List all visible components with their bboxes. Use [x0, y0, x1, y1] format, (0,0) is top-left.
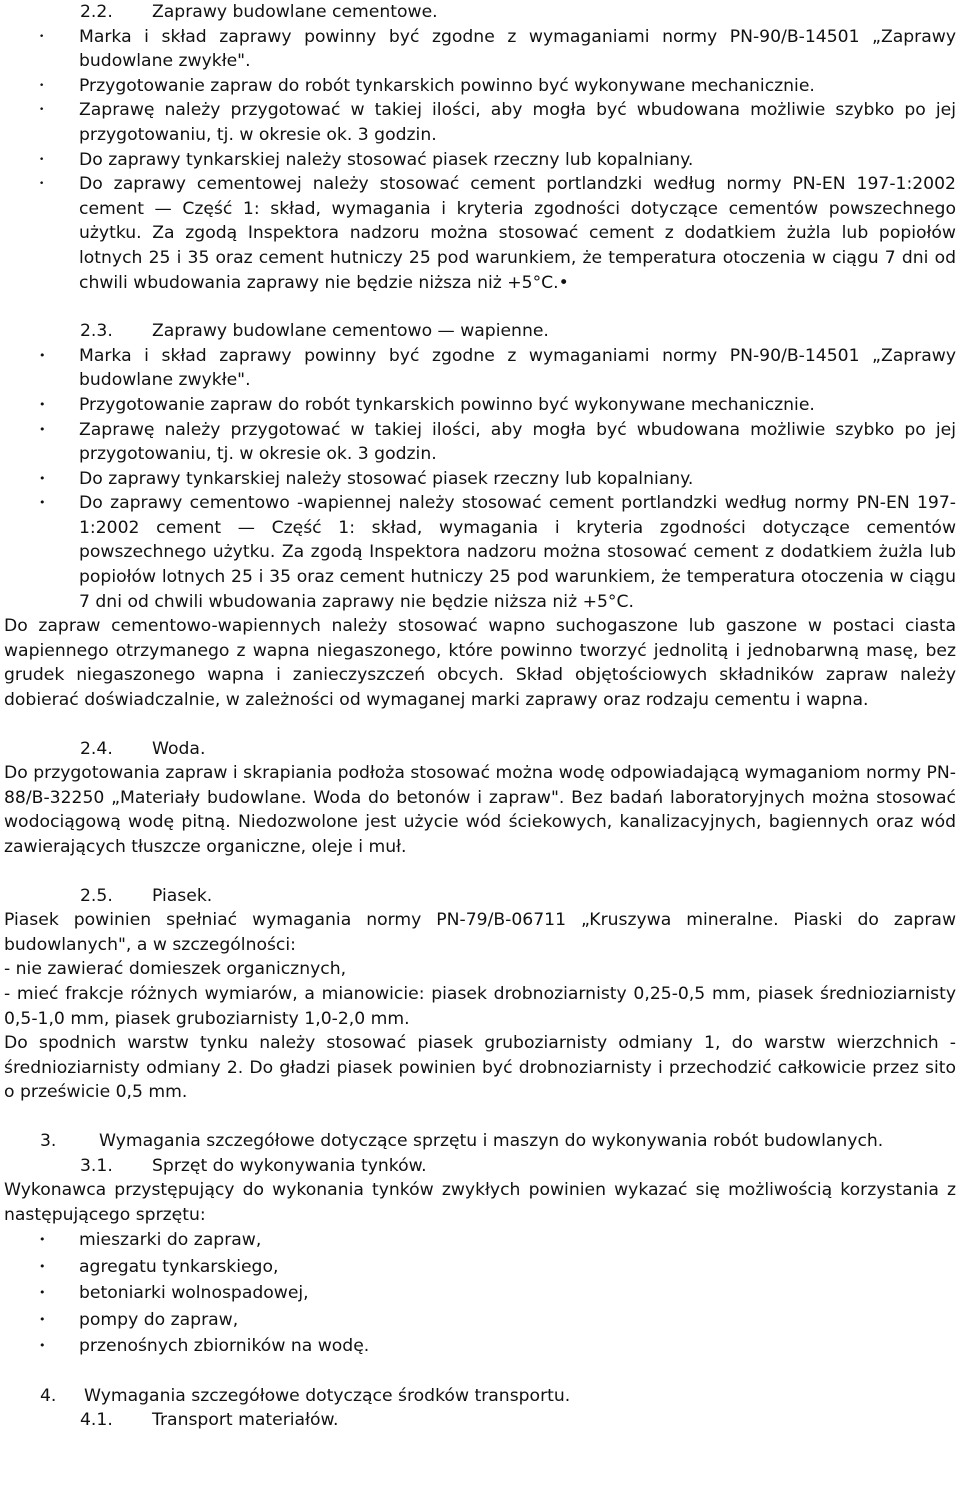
heading-number: 4.: [40, 1385, 57, 1406]
paragraph-water: Do przygotowania zapraw i skrapiania podłoża stosować można wodę odpowiadającą wymaganiom normy PN-88/B-32250 „Materiały budowlane. Woda do betonów i zapraw". Bez badań laboratoryjnych można stosować wodociągową wodę pitną. Niedozwolone jest użycie wód ściekowych, kanalizacyjnych, bagiennych oraz wód zawierających tłuszcze organiczne, oleje i muł.: [4, 763, 956, 857]
bullet-list-2-2: [4, 25, 956, 296]
list-item: • Marka i skład zaprawy powinny być zgodne z wymaganiami normy PN-90/B-14501 „Zaprawy budowlane zwykłe".: [4, 344, 956, 393]
paragraph-sand-item-1: - nie zawierać domieszek organicznych,: [4, 959, 347, 980]
list-item: • Do zaprawy cementowej należy stosować cement portlandzki według normy PN-EN 197-1:2002 cement — Część 1: skład, wymagania i kryteria zgodności dotyczące cementów powszechnego użytku. Za zgodą Inspektora nadzoru można stosować cement z dodatkiem żużla lub popiołów lotnych 25 i 35 oraz cement hutniczy 25 pod warunkiem, że temperatura otoczenia w ciągu 7 dni od chwili wbudowania zaprawy nie będzie niższa niż +5°C.•: [4, 172, 956, 295]
paragraph-equipment: Wykonawca przystępujący do wykonania tynków zwykłych powinien wykazać się możliwością korzystania z następującego sprzętu:: [4, 1180, 956, 1225]
list-item: • pompy do zapraw,: [4, 1307, 956, 1334]
heading-number: 3.: [40, 1130, 57, 1151]
heading-title: Wymagania szczegółowe dotyczące sprzętu i maszyn do wykonywania robót budowlanych.: [99, 1130, 884, 1151]
list-item: • Zaprawę należy przygotować w takiej ilości, aby mogła być wbudowana możliwie szybko po jej przygotowaniu, tj. w okresie ok. 3 godzin.: [4, 418, 956, 467]
heading-2-4: [4, 737, 956, 762]
heading-title: Sprzęt do wykonywania tynków.: [152, 1155, 427, 1176]
heading-number: 4.1.: [80, 1410, 113, 1431]
list-item: • przenośnych zbiorników na wodę.: [4, 1333, 956, 1360]
paragraph-sand-intro: Piasek powinien spełniać wymagania normy PN-79/B-06711 „Kruszywa mineralne. Piaski do zapraw budowlanych", a w szczególności:: [4, 910, 956, 955]
list-item: • agregatu tynkarskiego,: [4, 1254, 956, 1281]
paragraph-sand-layers: Do spodnich warstw tynku należy stosować piasek gruboziarnisty odmiany 1, do warstw wierzchnich - średnioziarnisty odmiany 2. Do gładzi piasek powinien być drobnoziarnisty i przechodzić całkowicie przez sito o prześwicie 0,5 mm.: [4, 1033, 956, 1103]
heading-title: Transport materiałów.: [152, 1410, 339, 1431]
list-item: • Przygotowanie zapraw do robót tynkarskich powinno być wykonywane mechanicznie.: [4, 74, 956, 99]
heading-title: Piasek.: [152, 885, 213, 906]
heading-title: Wymagania szczegółowe dotyczące środków transportu.: [84, 1385, 571, 1406]
paragraph-lime: Do zapraw cementowo-wapiennych należy stosować wapno suchogaszone lub gaszone w postaci ciasta wapiennego otrzymanego z wapna niegaszonego, które powinno tworzyć jednolitą i jednobarwną masę, bez grudek niegaszonego wapna i zanieczyszczeń obcych. Skład objętościowych składników zapraw należy dobierać doświadczalnie, w zależności od wymaganej marki zaprawy oraz rodzaju cementu i wapna.: [4, 616, 956, 711]
list-item: • betoniarki wolnospadowej,: [4, 1280, 956, 1307]
heading-4: [4, 1384, 956, 1409]
heading-number: 2.2.: [80, 2, 113, 22]
heading-2-5: [4, 884, 956, 909]
heading-number: 2.5.: [80, 885, 113, 906]
heading-title: Zaprawy budowlane cementowe.: [152, 2, 438, 22]
list-item: • mieszarki do zapraw,: [4, 1227, 956, 1254]
heading-number: 2.3.: [80, 321, 113, 342]
heading-3-1: [4, 1154, 956, 1179]
list-item: • Do zaprawy tynkarskiej należy stosować piasek rzeczny lub kopalniany.: [4, 148, 956, 173]
heading-number: 3.1.: [80, 1155, 113, 1176]
heading-2-3: [4, 319, 956, 344]
heading-4-1: [4, 1408, 956, 1433]
heading-2-2: [4, 0, 956, 25]
heading-title: Woda.: [152, 738, 206, 759]
list-item: • Do zaprawy cementowo -wapiennej należy stosować cement portlandzki według normy PN-EN 197-1:2002 cement — Część 1: skład, wymagania i kryteria zgodności dotyczące cementów powszechnego użytku. Za zgodą Inspektora nadzoru można stosować cement z dodatkiem żużla lub popiołów lotnych 25 i 35 oraz cement hutniczy 25 pod warunkiem, że temperatura otoczenia w ciągu 7 dni od chwili wbudowania zaprawy nie będzie niższa niż +5°C.: [4, 491, 956, 614]
heading-3: [4, 1129, 956, 1154]
bullet-list-equipment: [4, 1227, 956, 1360]
heading-title: Zaprawy budowlane cementowo — wapienne.: [152, 321, 549, 342]
bullet-list-2-3: [4, 344, 956, 615]
list-item: • Marka i skład zaprawy powinny być zgodne z wymaganiami normy PN-90/B-14501 „Zaprawy budowlane zwykłe".: [4, 25, 956, 74]
list-item: • Przygotowanie zapraw do robót tynkarskich powinno być wykonywane mechanicznie.: [4, 393, 956, 418]
paragraph-sand-item-2: - mieć frakcje różnych wymiarów, a mianowicie: piasek drobnoziarnisty 0,25-0,5 mm, piasek średnioziarnisty 0,5-1,0 mm, piasek gruboziarnisty 1,0-2,0 mm.: [4, 983, 956, 1029]
list-item: • Zaprawę należy przygotować w takiej ilości, aby mogła być wbudowana możliwie szybko po jej przygotowaniu, tj. w okresie ok. 3 godzin.: [4, 98, 956, 147]
list-item: • Do zaprawy tynkarskiej należy stosować piasek rzeczny lub kopalniany.: [4, 467, 956, 492]
heading-number: 2.4.: [80, 738, 113, 759]
